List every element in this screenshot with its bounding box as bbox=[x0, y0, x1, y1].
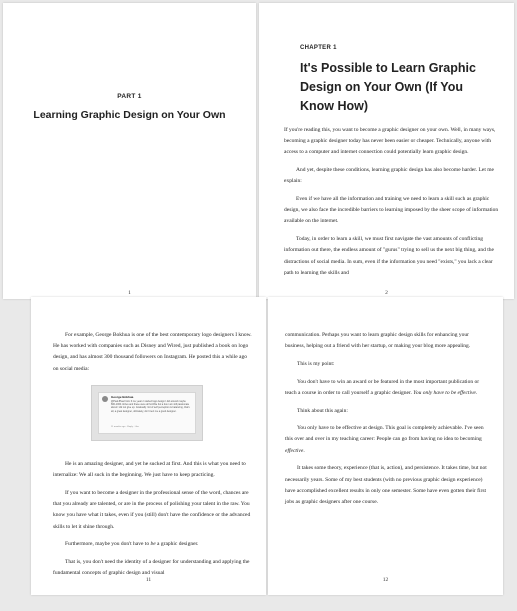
book-page-11 bbox=[31, 297, 266, 595]
page-number: 2 bbox=[385, 290, 388, 296]
page-number: 1 bbox=[128, 290, 131, 296]
page-number: 11 bbox=[145, 577, 152, 583]
body-top bbox=[53, 330, 253, 381]
paragraph: If you're reading this, you want to become a graphic designer on your own. Well, in many ways, becoming a graphic designer today has never been easier or cheaper. Technically, anyone with access to a computer and internet connection could potentially learn graphic design. bbox=[284, 127, 496, 156]
paragraph: That is, you don't need the identity of a designer for understanding and applying the fundamental concepts of graphic design and visual bbox=[53, 558, 250, 577]
emphasis: You only have to be effective. bbox=[413, 389, 478, 396]
paragraph: For example, George Bokhua is one of the best contemporary logo designers I know. He has worked with companies such as Disney and Wired, just published a book on logo design, and has almost 300 thousand followers on Instagram. He posted this a while ago on social media: bbox=[53, 332, 252, 372]
body-bottom bbox=[53, 459, 253, 586]
part-title: Learning Graphic Design on Your Own bbox=[33, 109, 226, 121]
paragraph: This is my point: bbox=[297, 360, 335, 367]
paragraph: Think about this again: bbox=[297, 407, 348, 414]
paragraph-text: You only have to be effective at design. This goal is completely achievable. I've seen this over and over in my teaching career: People can go from having no idea to becoming bbox=[285, 425, 484, 443]
chapter-title: It's Possible to Learn Graphic Design on Your Own (If You Know How) bbox=[300, 61, 476, 113]
paragraph-text: You don't have to win an award or be featured in the most important publication or teach a course in order to call yourself a graphic designer. bbox=[285, 378, 480, 396]
paragraph: You only have to be effective at design. This goal is completely achievable. I've seen this over and over in my teaching career: People can go from having no idea to becoming effective. bbox=[285, 425, 484, 454]
paragraph bbox=[285, 377, 490, 399]
emphasis: be bbox=[150, 541, 156, 548]
post-meta: 11 months ago · Reply · Like bbox=[111, 426, 139, 428]
body bbox=[285, 330, 490, 515]
paragraph: Even if we have all the information and training we need to learn a skill such as graphic design, we also face the incredible barriers to learning imposed by the sheer scope of information available on the internet. bbox=[284, 196, 499, 225]
paragraph: If you want to become a designer in the professional sense of the word, chances are that you already are talented, or are in the process of polishing your talent in the raw. You know you have what it takes, even if you (still) don't have the confidence or the advanced skills to let it shine through. bbox=[53, 489, 251, 530]
chapter-body bbox=[284, 125, 500, 285]
emphasis: effective bbox=[285, 447, 304, 454]
chapter-label: CHAPTER 1 bbox=[300, 45, 337, 51]
social-post-screenshot bbox=[91, 385, 203, 441]
paragraph: And yet, despite these conditions, learning graphic design has also become harder. Let me explain: bbox=[284, 167, 494, 185]
avatar bbox=[102, 396, 108, 402]
page-number: 12 bbox=[382, 577, 389, 583]
social-post-card bbox=[98, 392, 196, 434]
post-text: @PaulJHaa From 6 me years I started logo design I did around maybe 800-1000 circles and these were all horrible but a few i am still passionate about I did not give up. Gradually I lot of self perception is balancing, that's all, a great designer, ultimately, don't text me a good designer. bbox=[111, 400, 190, 413]
paragraph: He is an amazing designer, and yet he sucked at first. And this is what you need to internalize: We all suck in the beginning. We just have to keep practicing. bbox=[53, 461, 246, 479]
paragraph: Today, in order to learn a skill, we must first navigate the vast amounts of conflicting information out there, the endless amount of "gurus" trying to sell us the next big thing, and the distractions of social media. In sum, even if the information you need "exists," you lack a clear path to learning the skills and bbox=[284, 236, 494, 276]
paragraph: Furthermore, maybe you don't have to be a graphic designer. bbox=[65, 541, 199, 548]
part-label: PART 1 bbox=[117, 93, 142, 100]
book-page-1 bbox=[3, 3, 256, 299]
book-page-2 bbox=[259, 3, 514, 299]
paragraph: It takes some theory, experience (that is, action), and persistence. It takes time, but not necessarily years. Some of my best students (with no previous graphic design experience) have accomplished excellent results in only one semester. Some have even gotten their first jobs as graphic designers after one course. bbox=[285, 465, 487, 505]
post-author: George Bokhua bbox=[111, 395, 134, 399]
paragraph: communication. Perhaps you want to learn graphic design skills for enhancing your business, helping out a friend with her startup, or making your blog more appealing. bbox=[285, 332, 471, 350]
book-page-12 bbox=[268, 297, 503, 595]
